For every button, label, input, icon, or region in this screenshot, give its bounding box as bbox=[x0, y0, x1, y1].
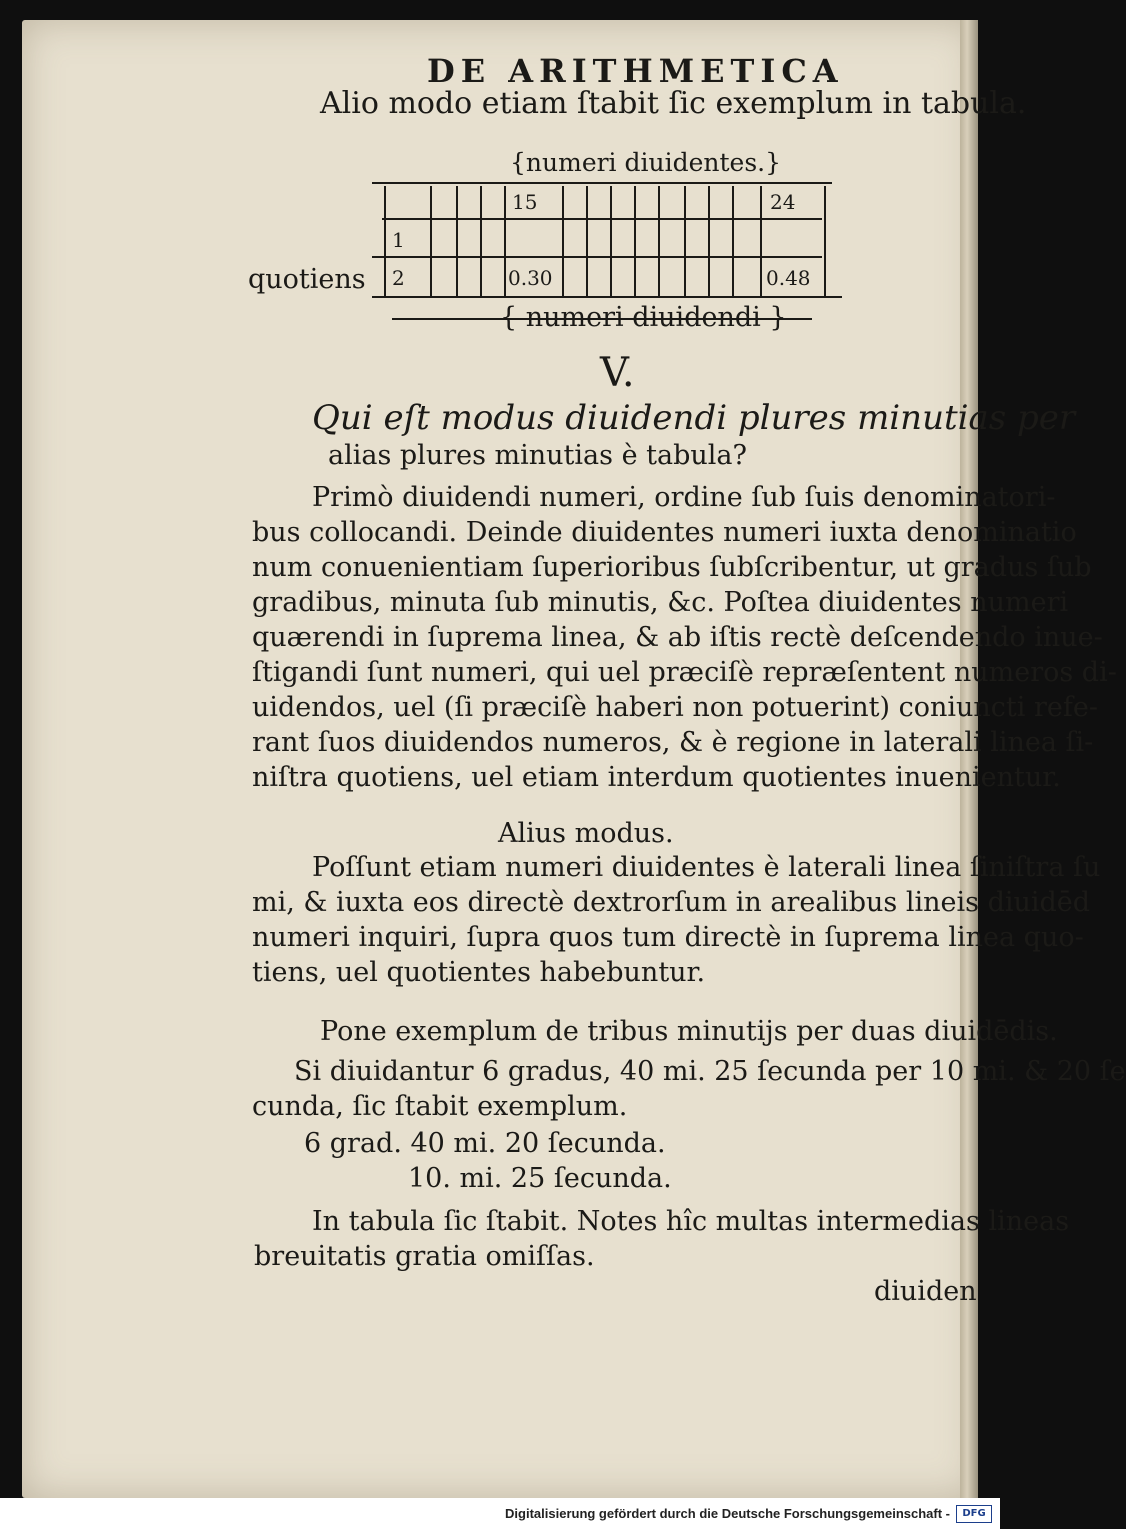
dfg-logo-icon: DFG bbox=[956, 1505, 992, 1523]
question-line: alias plures minutias è tabula? bbox=[328, 440, 747, 471]
table-bottom-label: { numeri diuidendi } bbox=[500, 302, 787, 333]
text-line: ſtigandi ſunt numeri, qui uel præciſè repræſentent numeros di- bbox=[252, 657, 1117, 688]
table-side-label: quotiens bbox=[248, 264, 366, 295]
table-cell: 0.48 bbox=[766, 266, 811, 290]
section-number: V. bbox=[600, 350, 635, 396]
text-line: mi, & iuxta eos directè dextrorſum in arealibus lineis diuidēd bbox=[252, 887, 1091, 918]
table-cell: 0.30 bbox=[508, 266, 553, 290]
running-header: DE ARITHMETICA bbox=[427, 52, 844, 90]
text-line: Si diuidantur 6 gradus, 40 mi. 25 ſecunda per 10 mi. & 20 ſe bbox=[294, 1056, 1126, 1087]
text-line: Primò diuidendi numeri, ordine ſub ſuis denominatori- bbox=[312, 482, 1056, 513]
text-line: cunda, ſic ſtabit exemplum. bbox=[252, 1091, 628, 1122]
footer-text: Digitalisierung gefördert durch die Deutsche Forschungsgemeinschaft - bbox=[505, 1506, 950, 1521]
example-value: 10. mi. 25 ſecunda. bbox=[408, 1163, 672, 1194]
table-cell: 15 bbox=[512, 190, 538, 214]
text-line: Poſſunt etiam numeri diuidentes è laterali linea ſiniſtra ſu bbox=[312, 852, 1101, 883]
book-page bbox=[22, 20, 1126, 1498]
text-line: breuitatis gratia omiſſas. bbox=[254, 1241, 595, 1272]
example-value: 6 grad. 40 mi. 20 ſecunda. bbox=[304, 1128, 666, 1159]
text-line: niſtra quotiens, uel etiam interdum quotientes inuenientur. bbox=[252, 762, 1061, 793]
text-line: uidendos, uel (ſi præciſè haberi non potuerint) coniuncti refe- bbox=[252, 692, 1098, 723]
example-intro: Pone exemplum de tribus minutijs per duas diuidēdis. bbox=[320, 1016, 1058, 1047]
table-top-label: {numeri diuidentes.} bbox=[510, 148, 782, 177]
text-line: quærendi in ſuprema linea, & ab iſtis rectè deſcendendo inue- bbox=[252, 622, 1103, 653]
table-cell: 24 bbox=[770, 190, 796, 214]
table-cell: 1 bbox=[392, 228, 405, 252]
intro-line: Alio modo etiam ſtabit ſic exemplum in tabula. bbox=[320, 86, 1027, 121]
text-line: In tabula ſic ſtabit. Notes hîc multas intermedias lineas bbox=[312, 1206, 1070, 1237]
catchword: diuiden bbox=[874, 1276, 977, 1307]
text-line: rant ſuos diuidendos numeros, & è regione in laterali linea ſi- bbox=[252, 727, 1094, 758]
text-line: num conuenientiam ſuperioribus ſubſcribentur, ut gradus ſub bbox=[252, 552, 1092, 583]
text-line: bus collocandi. Deinde diuidentes numeri iuxta denominatio bbox=[252, 517, 1077, 548]
text-line: gradibus, minuta ſub minutis, &c. Poſtea diuidentes numeri bbox=[252, 587, 1069, 618]
subheading: Alius modus. bbox=[498, 818, 674, 849]
text-line: tiens, uel quotientes habebuntur. bbox=[252, 957, 706, 988]
digitization-footer bbox=[0, 1498, 1000, 1529]
text-line: numeri inquiri, ſupra quos tum directè in ſuprema linea quo- bbox=[252, 922, 1084, 953]
question-line: Qui eſt modus diuidendi plures minutias per bbox=[312, 398, 1076, 438]
table-cell: 2 bbox=[392, 266, 405, 290]
